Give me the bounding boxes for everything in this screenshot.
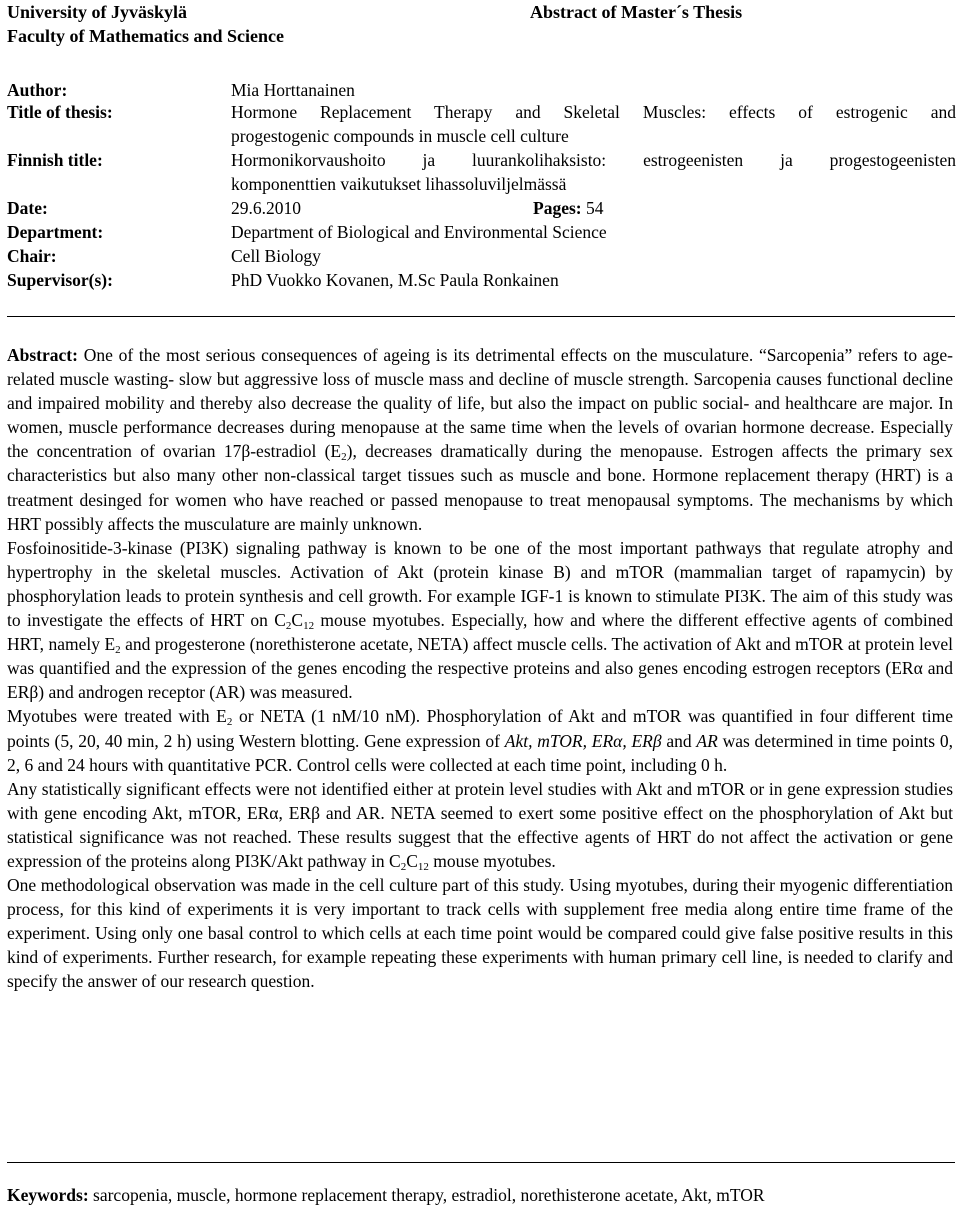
pages-label: Pages: — [533, 198, 582, 218]
abstract-paragraph-1 — [7, 343, 953, 536]
abstract-text: mouse myotubes. Especially, how and where the different effective agents of combined HRT, namely E — [7, 610, 953, 655]
finnish-title-line-1: Hormonikorvaushoito ja luurankolihaksisto: estrogeenisten ja progestogeenisten — [231, 150, 956, 170]
date-label: Date: — [7, 198, 48, 218]
abstract-body — [7, 343, 953, 994]
abstract-paragraph-4 — [7, 777, 953, 873]
document-type: Abstract of Master´s Thesis — [530, 2, 743, 22]
keywords-label: Keywords: — [7, 1185, 89, 1205]
abstract-text: was determined in time points 0, 2, 6 and 24 hours with quantitative PCR. Control cells were collected at each time point, including 0 h. — [7, 730, 953, 775]
keywords-line — [7, 1183, 765, 1207]
author-label: Author: — [7, 80, 68, 100]
subscript: 12 — [303, 620, 315, 633]
abstract-paragraph-2 — [7, 536, 953, 705]
pages-value: 54 — [585, 198, 604, 218]
gene-name-italic: AR — [696, 730, 718, 751]
title-line-2: progestogenic compounds in muscle cell culture — [231, 126, 569, 146]
faculty-name: Faculty of Mathematics and Science — [7, 26, 284, 46]
subscript: 2 — [400, 860, 407, 873]
subscript: 2 — [115, 644, 121, 657]
abstract-text: or NETA (1 nM/10 nM). Phosphorylation of Akt and mTOR was quantified in four different time points (5, 20, 40 min, 2 h) using Western blotting. Gene expression of — [7, 706, 953, 751]
abstract-text: mouse myotubes. — [428, 850, 556, 871]
abstract-text: and — [661, 730, 697, 751]
title-label: Title of thesis: — [7, 102, 113, 122]
university-name: University of Jyväskylä — [7, 2, 187, 22]
finnish-title-line-2: komponenttien vaikutukset lihassoluviljelmässä — [231, 174, 567, 194]
author-value: Mia Horttanainen — [231, 80, 355, 100]
chair-value: Cell Biology — [231, 246, 321, 266]
divider-top — [7, 316, 955, 317]
abstract-text: One of the most serious consequences of ageing is its detrimental effects on the musculature. “Sarcopenia” refers to age-related muscle wasting- slow but aggressive loss of muscle mass and decline of muscle strength. Sarcopenia causes functional decline and impaired mobility and thereby also decrease the quality of life, but also the impact on public social- and healthcare are major. In women, muscle performance decreases during menopause at the same time when the levels of ovarian hormone decrease. Especially the concentration of ovarian 17β-estradiol (E — [7, 345, 954, 462]
date-value: 29.6.2010 — [231, 198, 301, 218]
chair-label: Chair: — [7, 246, 57, 266]
gene-names-italic: Akt, mTOR, ERα, ERβ — [504, 730, 662, 751]
abstract-text: and progesterone (norethisterone acetate, NETA) affect muscle cells. The activation of Akt and mTOR at protein level was quantified and the expression of the genes encoding the respective proteins and also genes encoding estrogen receptors (ERα and ERβ) and androgen receptor (AR) was measured. — [7, 634, 953, 703]
header-institution — [7, 0, 284, 48]
abstract-text: Any statistically significant effects were not identified either at protein level studies with Akt and mTOR or in gene expression studies with gene encoding Akt, mTOR, ERα, ERβ and AR. NETA seemed to exert some positive effect on the phosphorylation of Akt but statistical significance was not reached. These results suggest that the effective agents of HRT do not affect the activation or gene expression of the proteins along PI3K/Akt pathway in C — [7, 778, 953, 871]
subscript: 2 — [285, 620, 292, 633]
pages-field — [533, 196, 603, 220]
abstract-text: C — [406, 850, 418, 871]
supervisor-value: PhD Vuokko Kovanen, M.Sc Paula Ronkainen — [231, 270, 559, 290]
subscript: 2 — [226, 716, 233, 729]
abstract-text: Myotubes were treated with E — [7, 706, 227, 727]
abstract-paragraph-5: One methodological observation was made in the cell culture part of this study. Using myotubes, during their myogenic differentiation process, for this kind of experiments it is very important to track cells with supplement free media along entire time frame of the experiment. Using only one basal control to which cells at each time point would be compared could give false positive results in this kind of experiments. Further research, for example repeating these experiments with human primary cell line, is needed to clarify and specify the answer of our research question. — [7, 875, 953, 992]
department-value: Department of Biological and Environmental Science — [231, 222, 607, 242]
subscript: 2 — [341, 451, 347, 464]
abstract-label: Abstract: — [7, 345, 78, 365]
finnish-title-label: Finnish title: — [7, 150, 103, 170]
abstract-paragraph-3 — [7, 704, 953, 776]
abstract-text: C — [291, 610, 304, 631]
divider-bottom — [7, 1162, 955, 1163]
department-label: Department: — [7, 222, 104, 242]
keywords-text: sarcopenia, muscle, hormone replacement therapy, estradiol, norethisterone acetate, Akt, mTOR — [88, 1185, 765, 1205]
title-line-1: Hormone Replacement Therapy and Skeletal Muscles: effects of estrogenic and — [231, 102, 956, 122]
abstract-text: ), decreases dramatically during the menopause. Estrogen affects the primary sex characteristics but also many other non-classical target tissues such as muscle and bone. Hormone replacement therapy (HRT) is a treatment desinged for women who have reached or passed menopause to treat menopausal symptoms. The mechanisms by which HRT possibly affects the musculature are mainly unknown. — [7, 441, 953, 534]
subscript: 12 — [417, 860, 429, 873]
abstract-text: Fosfoinositide-3-kinase (PI3K) signaling pathway is known to be one of the most important pathways that regulate atrophy and hypertrophy in the skeletal muscles. Activation of Akt (protein kinase B) and mTOR (mammalian target of rapamycin) by phosphorylation leads to protein synthesis and cell growth. For example IGF-1 is known to stimulate PI3K. The aim of this study was to investigate the effects of HRT on C — [7, 537, 953, 631]
supervisor-label: Supervisor(s): — [7, 270, 113, 290]
